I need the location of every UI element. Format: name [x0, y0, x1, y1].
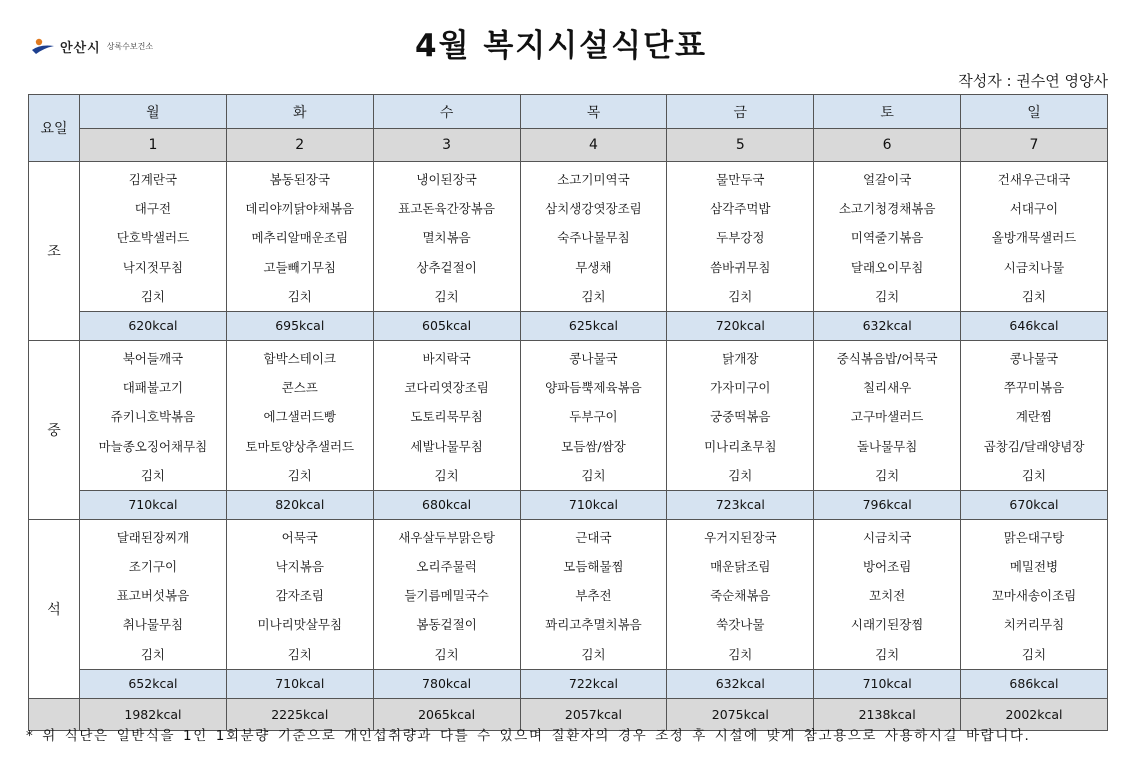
kcal-cell: 710kcal: [80, 490, 227, 519]
meal-cell: [80, 519, 227, 669]
dish-item: 건새우근대국: [997, 172, 1071, 187]
kcal-cell: 652kcal: [80, 669, 227, 698]
meal-cell: [226, 162, 373, 312]
meal-row: [29, 519, 1108, 669]
dish-item: 김치: [1021, 646, 1047, 662]
dish-item: 들기름메밀국수: [404, 588, 489, 604]
dish-item: 김치: [140, 288, 165, 304]
dish-item: 김치: [434, 288, 459, 304]
dish-item: 모듬쌈/쌈장: [561, 438, 626, 454]
dish-item: 함박스테이크: [263, 350, 336, 366]
dish-item: 씀바귀무침: [710, 259, 771, 275]
dish-item: 꼬마새송이조림: [991, 588, 1077, 604]
dish-item: 쭈꾸미볶음: [1003, 380, 1065, 396]
meal-cell: [667, 340, 814, 490]
dish-item: 죽순채볶음: [710, 588, 771, 604]
dish-item: 어묵국: [281, 529, 318, 545]
total-kcal-cell: 2225kcal: [226, 698, 373, 730]
meal-row: [29, 162, 1108, 312]
kcal-cell: 710kcal: [520, 490, 667, 519]
dish-item: 김치: [1021, 467, 1047, 483]
dish-item: 쑥갓나물: [716, 617, 765, 633]
dish-item: 마늘종오징어채무침: [98, 438, 208, 454]
dish-item: 소고기청경채볶음: [838, 201, 936, 217]
dish-item: 김치: [875, 467, 900, 483]
dish-item: 달래된장찌개: [116, 529, 190, 545]
meal-cell: [961, 162, 1108, 312]
kcal-cell: 632kcal: [814, 311, 961, 340]
dish-item: 멸치볶음: [422, 230, 471, 246]
date-header: 4: [520, 129, 667, 162]
dish-item: 에그샐러드빵: [263, 409, 336, 425]
dish-item: 가자미구이: [710, 380, 771, 396]
date-header: 5: [667, 129, 814, 162]
dish-item: 미역줄기볶음: [850, 230, 924, 246]
logo-subtext: 상록수보건소: [106, 41, 154, 51]
dish-item: 김치: [434, 467, 459, 483]
kcal-cell: 796kcal: [814, 490, 961, 519]
meal-cell: [814, 340, 961, 490]
dish-item: 김치: [287, 288, 312, 304]
author-label: 작성자 : 권수연 영양사: [958, 72, 1108, 90]
row-label-header: 요일: [29, 95, 80, 162]
dish-item: 두부구이: [569, 409, 618, 425]
kcal-cell: 680kcal: [373, 490, 520, 519]
dish-item: 고구마샐러드: [850, 409, 924, 425]
kcal-cell: 632kcal: [667, 669, 814, 698]
dish-item: 근대국: [575, 529, 612, 545]
dish-item: 김치: [728, 467, 753, 483]
total-kcal-cell: 2065kcal: [373, 698, 520, 730]
day-header: 일: [961, 95, 1108, 129]
day-header: 월: [80, 95, 227, 129]
day-header: 토: [814, 95, 961, 129]
dish-item: 꼬치전: [869, 588, 906, 604]
dish-item: 취나물무침: [122, 617, 184, 633]
day-header-row: [29, 95, 1108, 129]
dish-item: 세발나물무침: [410, 438, 483, 454]
date-header: 2: [226, 129, 373, 162]
dish-item: 닭개장: [722, 350, 759, 366]
total-kcal-cell: 2075kcal: [667, 698, 814, 730]
meal-cell: [814, 519, 961, 669]
kcal-cell: 695kcal: [226, 311, 373, 340]
dish-item: 도토리묵무침: [410, 409, 483, 425]
dish-item: 메추리알매운조림: [251, 230, 349, 246]
meal-cell: [373, 340, 520, 490]
dish-item: 모듬해물찜: [563, 559, 624, 575]
footnote: * 위 식단은 일반식을 1인 1회분량 기준으로 개인섭취량과 다를 수 있으며 질환자의 경우 조정 후 시설에 맞게 참고용으로 사용하시길 바랍니다.: [26, 728, 1031, 744]
dish-item: 김치: [728, 288, 753, 304]
day-header: 목: [520, 95, 667, 129]
dish-item: 새우살두부맑은탕: [398, 529, 495, 545]
date-header-row: [29, 129, 1108, 162]
dish-item: 김치: [287, 467, 312, 483]
dish-item: 오리주물럭: [416, 559, 477, 575]
kcal-cell: 722kcal: [520, 669, 667, 698]
dish-item: 콘스프: [281, 380, 318, 396]
kcal-row: [29, 490, 1108, 519]
dish-item: 곱창김/달래양념장: [983, 438, 1085, 454]
dish-item: 메밀전병: [1009, 559, 1059, 575]
dish-item: 감자조림: [275, 588, 324, 604]
kcal-row: [29, 669, 1108, 698]
total-kcal-cell: 2057kcal: [520, 698, 667, 730]
meal-label: 중: [29, 340, 80, 519]
dish-item: 계란찜: [1015, 409, 1053, 425]
dish-item: 김치: [1021, 288, 1047, 304]
dish-item: 미나리초무침: [704, 438, 777, 454]
dish-item: 김치: [728, 646, 753, 662]
kcal-cell: 625kcal: [520, 311, 667, 340]
dish-item: 고들빼기무침: [263, 259, 336, 275]
dish-item: 바지락국: [422, 350, 471, 366]
kcal-cell: 780kcal: [373, 669, 520, 698]
dish-item: 달래오이무침: [850, 259, 924, 275]
dish-item: 돌나물무침: [856, 438, 918, 454]
total-kcal-cell: 2138kcal: [814, 698, 961, 730]
dish-item: 시금치국: [862, 529, 912, 545]
date-header: 6: [814, 129, 961, 162]
date-header: 1: [80, 129, 227, 162]
dish-item: 두부강정: [716, 230, 765, 246]
dish-item: 무생채: [575, 259, 612, 275]
date-header: 7: [961, 129, 1108, 162]
kcal-cell: 710kcal: [226, 669, 373, 698]
kcal-cell: 670kcal: [961, 490, 1108, 519]
meal-cell: [226, 519, 373, 669]
dish-item: 낙지볶음: [275, 559, 324, 575]
meal-cell: [80, 162, 227, 312]
dish-item: 북어들깨국: [122, 350, 184, 366]
dish-item: 데리야끼닭야채볶음: [245, 201, 355, 217]
dish-item: 양파듬뿍제육볶음: [545, 380, 642, 396]
dish-item: 대패불고기: [122, 380, 184, 396]
date-header: 3: [373, 129, 520, 162]
dish-item: 봄동된장국: [269, 172, 330, 187]
kcal-cell: 620kcal: [80, 311, 227, 340]
dish-item: 물만두국: [716, 172, 765, 187]
dish-item: 표고버섯볶음: [116, 588, 190, 604]
page-title: 4월 복지시설식단표: [415, 28, 707, 64]
day-header: 금: [667, 95, 814, 129]
dish-item: 부추전: [575, 588, 612, 604]
kcal-cell: 820kcal: [226, 490, 373, 519]
dish-item: 표고돈육간장볶음: [398, 201, 495, 217]
day-header: 수: [373, 95, 520, 129]
meal-cell: [814, 162, 961, 312]
dish-item: 꽈리고추멸치볶음: [545, 617, 642, 633]
dish-item: 칠리새우: [862, 380, 912, 396]
dish-item: 냉이된장국: [416, 172, 477, 187]
dish-item: 김치: [434, 646, 459, 662]
day-header: 화: [226, 95, 373, 129]
dish-item: 시금치나물: [1003, 259, 1065, 275]
dish-item: 콩나물국: [569, 350, 618, 366]
dish-item: 김치: [581, 467, 606, 483]
kcal-cell: 686kcal: [961, 669, 1108, 698]
dish-item: 서대구이: [1009, 201, 1059, 217]
dish-item: 얼갈이국: [862, 172, 912, 187]
meal-cell: [226, 340, 373, 490]
meal-cell: [373, 519, 520, 669]
dish-item: 삼치생강엿장조림: [545, 201, 642, 217]
dish-item: 미나리맛살무침: [257, 617, 343, 633]
dish-item: 콩나물국: [1009, 350, 1059, 366]
dish-item: 시래기된장찜: [850, 617, 924, 633]
total-kcal-cell: 2002kcal: [961, 698, 1108, 730]
dish-item: 토마토양상추샐러드: [245, 438, 355, 454]
dish-item: 김치: [875, 288, 900, 304]
dish-item: 낙지젓무침: [122, 259, 184, 275]
dish-item: 중식볶음밥/어묵국: [836, 350, 938, 366]
dish-item: 올방개묵샐러드: [991, 230, 1077, 246]
meal-cell: [520, 340, 667, 490]
meal-row: [29, 340, 1108, 490]
dish-item: 삼각주먹밥: [710, 201, 771, 217]
dish-item: 단호박샐러드: [116, 230, 190, 246]
meal-cell: [373, 162, 520, 312]
meal-label: 석: [29, 519, 80, 698]
kcal-cell: 720kcal: [667, 311, 814, 340]
kcal-cell: 646kcal: [961, 311, 1108, 340]
dish-item: 숙주나물무침: [557, 230, 630, 246]
dish-item: 봄동겉절이: [416, 617, 477, 633]
meal-cell: [520, 162, 667, 312]
kcal-cell: 605kcal: [373, 311, 520, 340]
dish-item: 궁중떡볶음: [710, 409, 771, 425]
meal-cell: [961, 340, 1108, 490]
dish-item: 치커리무침: [1003, 617, 1065, 633]
dish-item: 방어조림: [862, 559, 912, 575]
meal-cell: [80, 340, 227, 490]
dish-item: 맑은대구탕: [1003, 529, 1065, 545]
dish-item: 코다리엿장조림: [404, 380, 489, 396]
kcal-cell: 710kcal: [814, 669, 961, 698]
logo-text: 안산시: [60, 40, 101, 56]
total-kcal-cell: 1982kcal: [80, 698, 227, 730]
dish-item: 조기구이: [128, 559, 178, 575]
meal-cell: [961, 519, 1108, 669]
meal-label: 조: [29, 162, 80, 341]
dish-item: 김치: [140, 467, 165, 483]
dish-item: 상추겉절이: [416, 259, 477, 275]
kcal-cell: 723kcal: [667, 490, 814, 519]
dish-item: 김치: [875, 646, 900, 662]
dish-item: 김계란국: [128, 172, 178, 187]
dish-item: 쥬키니호박볶음: [110, 409, 196, 425]
menu-table: [28, 94, 1108, 731]
dish-item: 우거지된장국: [704, 529, 777, 545]
meal-cell: [667, 162, 814, 312]
dish-item: 김치: [287, 646, 312, 662]
dish-item: 김치: [140, 646, 165, 662]
dish-item: 김치: [581, 646, 606, 662]
kcal-row: [29, 311, 1108, 340]
dish-item: 소고기미역국: [557, 172, 630, 187]
meal-cell: [520, 519, 667, 669]
dish-item: 매운닭조림: [710, 559, 771, 575]
dish-item: 대구전: [134, 201, 172, 217]
dish-item: 김치: [581, 288, 606, 304]
meal-cell: [667, 519, 814, 669]
